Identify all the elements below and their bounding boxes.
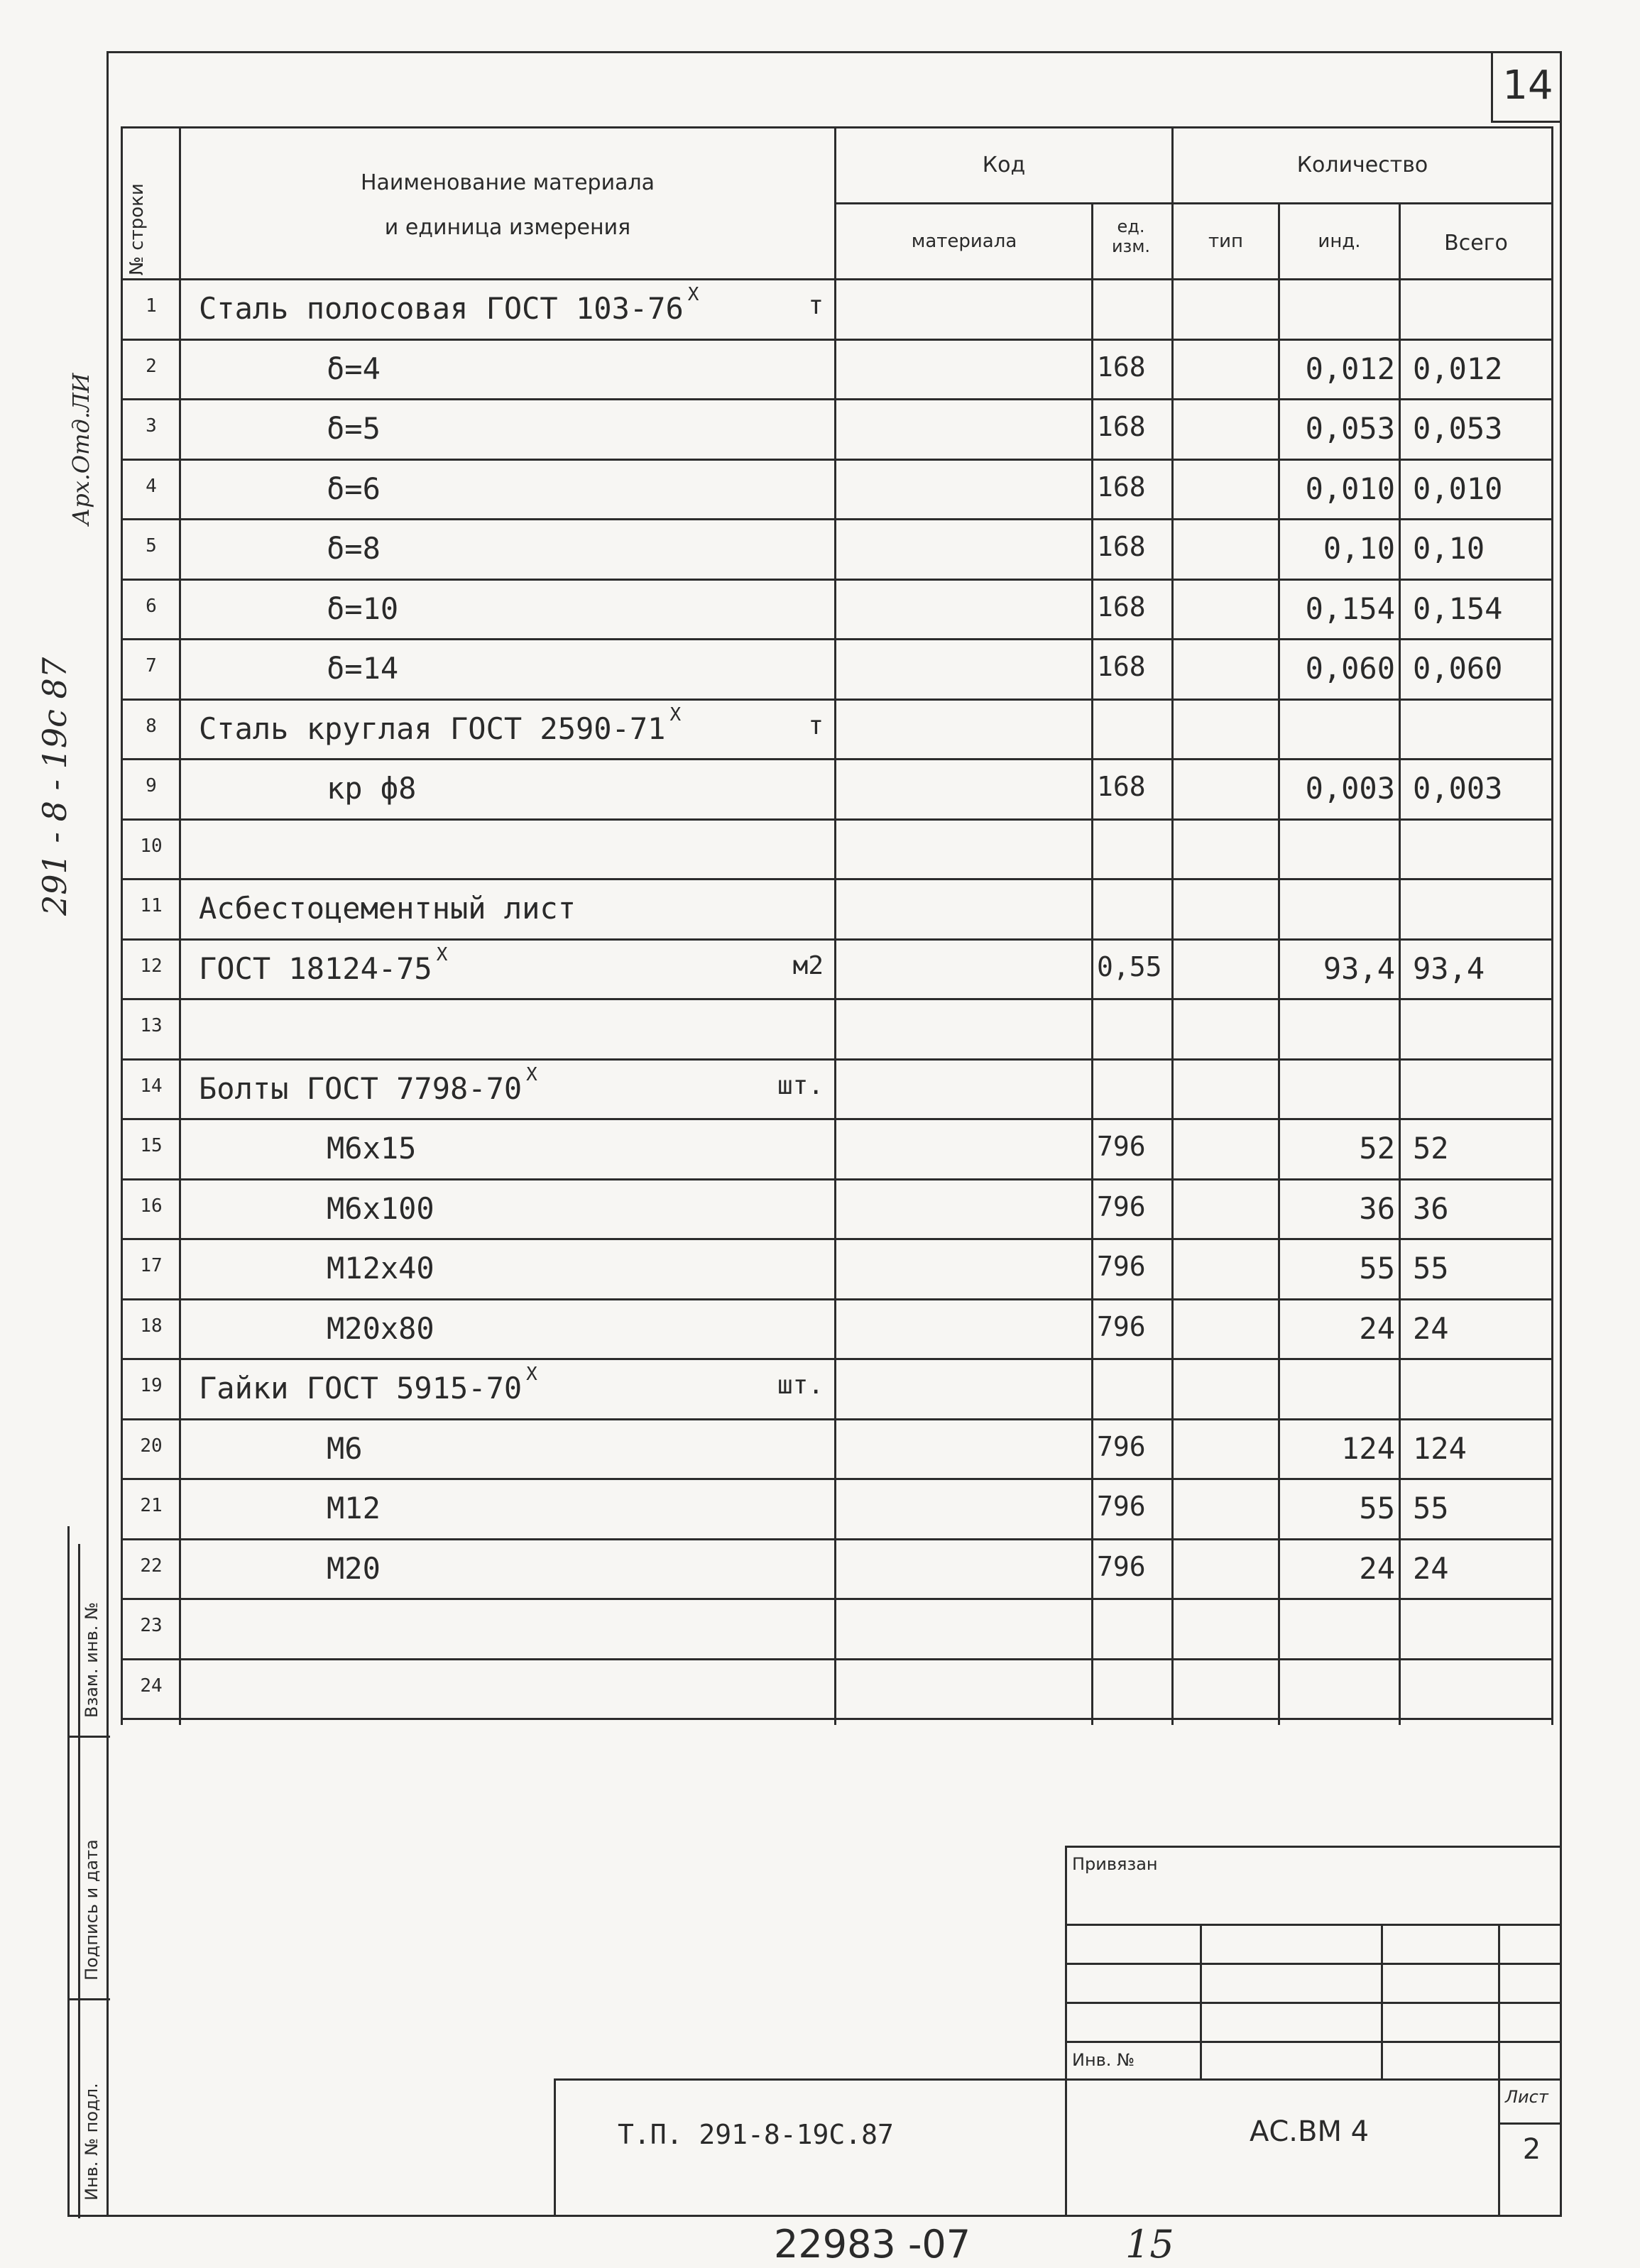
qty-total: 36 [1413,1191,1449,1226]
row-number: 19 [140,1375,163,1396]
header-qty-type: тип [1208,231,1244,252]
material-name: Болты ГОСТ 7798-70 [199,1071,523,1106]
bottom-sheet: 15 [1125,2222,1174,2267]
unit-code: 168 [1097,531,1146,562]
qty-ind: 124 [1341,1431,1395,1466]
row-number: 9 [146,775,157,796]
unit-code: 796 [1097,1191,1146,1222]
qty-ind: 0,060 [1305,651,1395,686]
row-number: 17 [140,1255,163,1276]
gost-superscript: Х [669,704,682,725]
material-name: δ=8 [327,531,381,566]
material-name: М6х100 [327,1191,434,1226]
material-name: М6х15 [327,1131,417,1166]
side-code-label: 291 - 8 - 19с 87 [35,657,74,916]
material-name: δ=10 [327,591,399,626]
header-qty-total: Всего [1444,231,1508,256]
row-number: 8 [146,716,157,737]
unit-code: 168 [1097,471,1146,503]
row-number: 12 [140,955,163,977]
row-number: 11 [140,895,163,916]
page-number: 14 [1502,62,1553,109]
unit-code: 796 [1097,1431,1146,1462]
gost-superscript: Х [687,284,699,305]
row-number: 2 [146,356,157,377]
row-number: 4 [146,476,157,497]
row-number: 15 [140,1135,163,1156]
qty-ind: 93,4 [1323,951,1395,986]
gost-superscript: Х [526,1364,537,1385]
qty-ind: 0,012 [1305,351,1395,386]
qty-ind: 0,154 [1305,591,1395,626]
qty-ind: 0,10 [1323,531,1395,566]
header-name-line2: и единица измерения [384,215,631,240]
unit-code: 168 [1097,411,1146,442]
gost-superscript: Х [436,944,448,965]
bottom-number: 22983 -07 [774,2222,971,2267]
qty-total: 0,012 [1413,351,1503,386]
qty-total: 55 [1413,1251,1449,1286]
row-number: 7 [146,655,157,676]
material-name: М6 [327,1431,363,1466]
qty-ind: 55 [1359,1491,1395,1525]
header-code-material: материала [911,231,1017,252]
archive-label: Арх.Отд.ЛИ [67,373,94,525]
list-label: Лист [1505,2087,1548,2107]
row-number: 5 [146,535,157,557]
podpis-label: Подпись и дата [82,1839,102,1981]
header-code-unit: ед. изм. [1111,217,1151,256]
qty-ind: 0,053 [1305,411,1395,446]
qty-ind: 0,010 [1305,471,1395,506]
qty-total: 0,003 [1413,771,1503,806]
unit: м2 [792,951,824,980]
material-name: М20х80 [327,1311,434,1346]
qty-ind: 0,003 [1305,771,1395,806]
qty-total: 93,4 [1413,951,1485,986]
qty-total: 24 [1413,1551,1449,1586]
material-name: Сталь круглая ГОСТ 2590-71 [199,711,666,746]
row-number: 23 [140,1615,163,1636]
row-number: 10 [140,836,163,857]
list-number: 2 [1522,2133,1541,2166]
unit: шт. [777,1071,824,1100]
sheet-code: АС.ВМ 4 [1250,2115,1370,2148]
material-name: δ=5 [327,411,381,446]
qty-total: 55 [1413,1491,1449,1525]
unit-code: 796 [1097,1131,1146,1162]
header-name-line1: Наименование материала [360,170,655,195]
qty-ind: 55 [1359,1251,1395,1286]
privyazan-label: Привязан [1072,1854,1158,1874]
unit-code: 796 [1097,1251,1146,1282]
qty-ind: 36 [1359,1191,1395,1226]
header-qty-group: Количество [1296,153,1428,177]
row-number: 21 [140,1495,163,1516]
unit-code: 796 [1097,1491,1146,1522]
qty-total: 0,060 [1413,651,1503,686]
qty-total: 124 [1413,1431,1467,1466]
material-name: М20 [327,1551,381,1586]
unit-code: 168 [1097,651,1146,682]
unit: т [808,711,824,740]
material-name: М12 [327,1491,381,1525]
qty-ind: 52 [1359,1131,1395,1166]
gost-superscript: Х [526,1064,537,1085]
qty-ind: 24 [1359,1551,1395,1586]
unit-code: 0,55 [1097,951,1162,982]
qty-total: 0,053 [1413,411,1503,446]
vzam-label: Взам. инв. № [82,1602,102,1718]
header-code-group: Код [982,153,1026,177]
qty-total: 52 [1413,1131,1449,1166]
row-number: 24 [140,1675,163,1697]
row-number: 13 [140,1015,163,1036]
row-number: 16 [140,1195,163,1217]
unit: т [808,291,824,320]
material-name: М12х40 [327,1251,434,1286]
unit-code: 168 [1097,591,1146,623]
unit-code: 796 [1097,1551,1146,1582]
row-number: 14 [140,1075,163,1097]
material-name: δ=6 [327,471,381,506]
unit-code: 168 [1097,351,1146,383]
inv-no-label: Инв. № [1072,2050,1135,2070]
material-name: ГОСТ 18124-75 [199,951,432,986]
unit: шт. [777,1371,824,1400]
row-number: 18 [140,1315,163,1337]
unit-code: 168 [1097,771,1146,802]
header-qty-ind: инд. [1318,231,1361,252]
unit-code: 796 [1097,1311,1146,1342]
document-code: Т.П. 291-8-19С.87 [618,2119,894,2150]
qty-total: 0,010 [1413,471,1503,506]
qty-total: 24 [1413,1311,1449,1346]
header-row-no: № строки [126,183,148,275]
material-name: Асбестоцементный лист [199,891,576,926]
qty-ind: 24 [1359,1311,1395,1346]
material-name: Гайки ГОСТ 5915-70 [199,1371,523,1406]
row-number: 20 [140,1435,163,1457]
material-name: кр ф8 [327,771,417,806]
material-name: δ=4 [327,351,381,386]
inv-podl-label: Инв. № подл. [82,2083,102,2201]
row-number: 1 [146,295,157,317]
row-number: 6 [146,596,157,617]
row-number: 22 [140,1555,163,1577]
material-name: δ=14 [327,651,399,686]
qty-total: 0,154 [1413,591,1503,626]
material-name: Сталь полосовая ГОСТ 103-76 [199,291,684,326]
row-number: 3 [146,415,157,437]
qty-total: 0,10 [1413,531,1485,566]
